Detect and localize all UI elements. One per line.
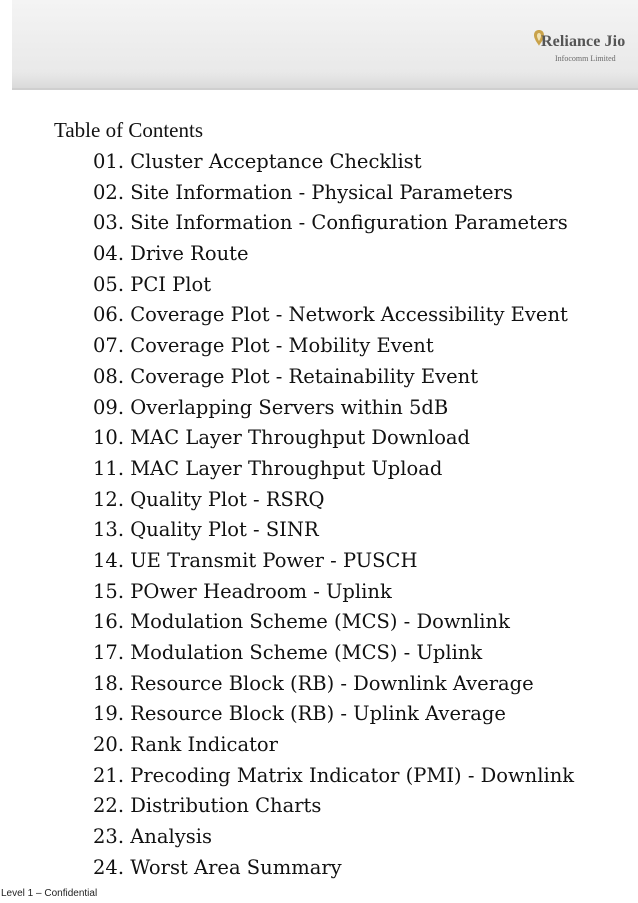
confidentiality-label: Level 1 – Confidential (1, 888, 98, 899)
toc-item: 06. Coverage Plot - Network Accessibility Event (93, 303, 568, 327)
toc-item: 24. Worst Area Summary (93, 855, 342, 879)
toc-list (93, 147, 574, 884)
toc-item: 01. Cluster Acceptance Checklist (93, 150, 422, 173)
toc-item: 23. Analysis (93, 825, 212, 849)
toc-item: 09. Overlapping Servers within 5dB (93, 395, 449, 419)
toc-item: 05. PCI Plot (93, 272, 212, 296)
toc-item: 02. Site Information - Physical Parameters (93, 180, 513, 204)
toc-item: 16. Modulation Scheme (MCS) - Downlink (93, 610, 510, 634)
toc-item: 03. Site Information - Configuration Parameters (93, 211, 568, 235)
toc-title: Table of Contents (54, 118, 203, 142)
toc-item: 17. Modulation Scheme (MCS) - Uplink (93, 641, 483, 664)
toc-item: 20. Rank Indicator (93, 733, 278, 757)
toc-item: 14. UE Transmit Power - PUSCH (93, 548, 418, 572)
reliance-jio-logo (510, 20, 638, 84)
toc-item: 07. Coverage Plot - Mobility Event (93, 334, 434, 358)
header-band (12, 0, 638, 90)
toc-item: 21. Precoding Matrix Indicator (PMI) - Downlink (93, 763, 575, 787)
toc-item: 12. Quality Plot - RSRQ (93, 487, 325, 511)
toc-item: 11. MAC Layer Throughput Upload (93, 456, 443, 480)
toc-item: 15. POwer Headroom - Uplink (93, 579, 392, 603)
toc-item: 22. Distribution Charts (93, 794, 322, 818)
toc-item: 04. Drive Route (93, 242, 249, 266)
toc-item: 13. Quality Plot - SINR (93, 518, 319, 542)
toc-item: 19. Resource Block (RB) - Uplink Average (93, 702, 506, 726)
toc-item: 10. MAC Layer Throughput Download (93, 426, 471, 450)
toc-item: 08. Coverage Plot - Retainability Event (93, 364, 479, 388)
logo-subtitle: Infocomm Limited (555, 54, 616, 63)
logo-company-name: Reliance Jio (541, 33, 626, 50)
toc-item: 18. Resource Block (RB) - Downlink Average (93, 671, 534, 695)
